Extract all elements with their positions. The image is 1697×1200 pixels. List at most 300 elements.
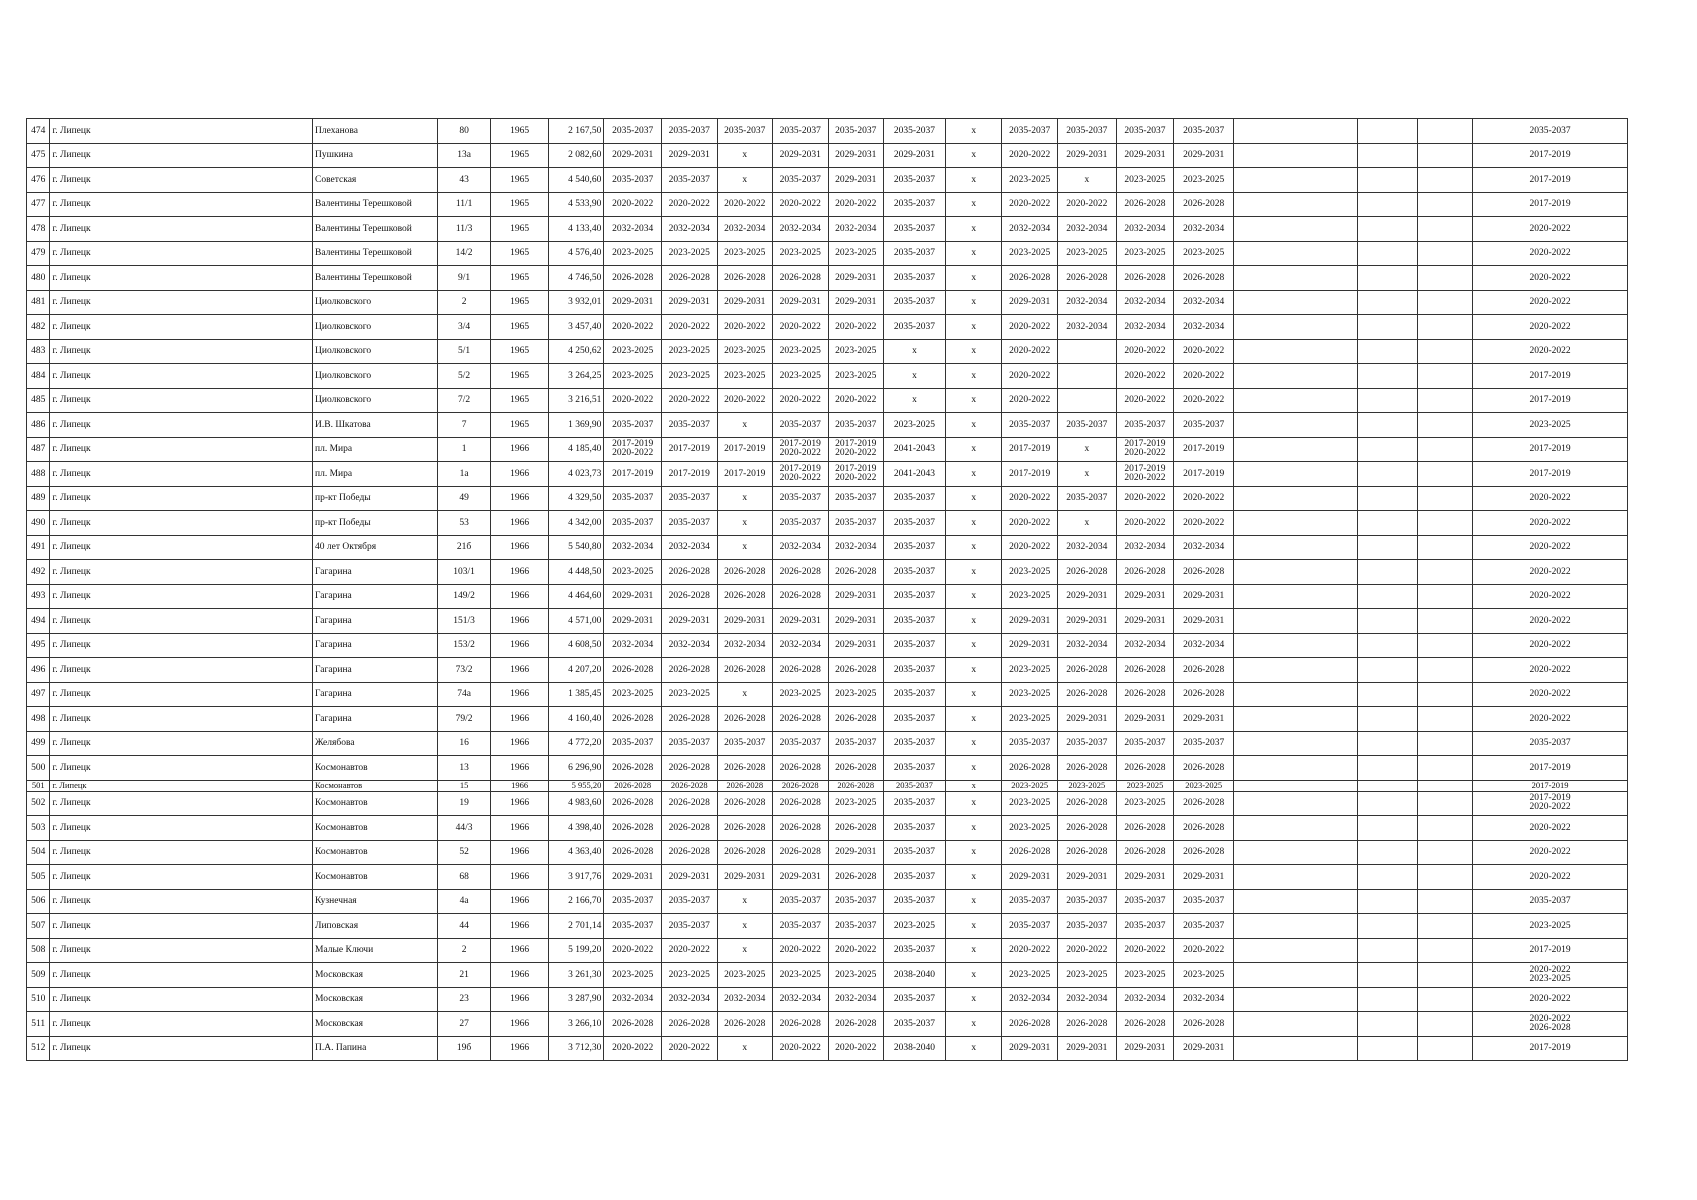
- period-6-cell: 2035-2037: [884, 633, 946, 658]
- area-cell: 4 576,40: [548, 241, 604, 266]
- period-8-cell: 2035-2037: [1002, 731, 1058, 756]
- street-cell: пр-кт Победы: [313, 511, 438, 536]
- period-6-cell: 2035-2037: [884, 192, 946, 217]
- period-14-cell: [1417, 388, 1473, 413]
- period-4-cell: 2023-2025: [773, 963, 829, 988]
- house-number-cell: 44: [437, 914, 490, 939]
- period-11-cell: 2023-2025: [1174, 241, 1234, 266]
- period-13-cell: [1357, 266, 1417, 291]
- period-13-cell: [1357, 168, 1417, 193]
- settlement-cell: г. Липецк: [50, 987, 313, 1012]
- period-1-cell: 2023-2025: [604, 241, 662, 266]
- period-10-cell: 2026-2028: [1116, 840, 1174, 865]
- street-cell: Циолковского: [313, 315, 438, 340]
- period-11-cell: 2032-2034: [1174, 217, 1234, 242]
- row-number-cell: 487: [27, 437, 50, 462]
- area-cell: 3 917,76: [548, 865, 604, 890]
- period-14-cell: [1417, 889, 1473, 914]
- area-cell: 1 385,45: [548, 682, 604, 707]
- period-9-cell: 2026-2028: [1057, 840, 1116, 865]
- row-number-cell: 509: [27, 963, 50, 988]
- period-6-cell: 2029-2031: [884, 143, 946, 168]
- period-2-cell: 2026-2028: [662, 584, 718, 609]
- period-13-cell: [1357, 1036, 1417, 1061]
- period-2-cell: 2032-2034: [662, 633, 718, 658]
- period-8-cell: 2020-2022: [1002, 938, 1058, 963]
- period-10-cell: 2029-2031: [1116, 1036, 1174, 1061]
- build-year-cell: 1965: [491, 413, 549, 438]
- settlement-cell: г. Липецк: [50, 339, 313, 364]
- table-row: [27, 315, 1628, 340]
- settlement-cell: г. Липецк: [50, 388, 313, 413]
- period-3-cell: 2029-2031: [717, 290, 773, 315]
- period-3-cell: 2029-2031: [717, 609, 773, 634]
- period-11-cell: 2026-2028: [1174, 192, 1234, 217]
- period-4-cell: 2032-2034: [773, 987, 829, 1012]
- period-last-cell: 2017-2019: [1473, 388, 1628, 413]
- period-last-cell: 2023-2025: [1473, 914, 1628, 939]
- period-9-cell: 2032-2034: [1057, 290, 1116, 315]
- period-9-cell: 2020-2022: [1057, 938, 1116, 963]
- row-number-cell: 480: [27, 266, 50, 291]
- period-4-cell: 2020-2022: [773, 192, 829, 217]
- period-13-cell: [1357, 388, 1417, 413]
- period-4-cell: 2023-2025: [773, 682, 829, 707]
- period-3-cell: 2020-2022: [717, 315, 773, 340]
- period-6-cell: 2041-2043: [884, 462, 946, 487]
- period-last-cell: 2020-2022: [1473, 987, 1628, 1012]
- period-9-cell: 2029-2031: [1057, 707, 1116, 732]
- row-number-cell: 501: [27, 780, 50, 791]
- period-7-cell: х: [945, 535, 1002, 560]
- period-14-cell: [1417, 462, 1473, 487]
- period-10-cell: 2017-2019 2020-2022: [1116, 437, 1174, 462]
- period-11-cell: 2032-2034: [1174, 987, 1234, 1012]
- period-5-cell: 2026-2028: [828, 707, 884, 732]
- area-cell: 3 712,30: [548, 1036, 604, 1061]
- row-number-cell: 494: [27, 609, 50, 634]
- period-7-cell: х: [945, 462, 1002, 487]
- period-7-cell: х: [945, 388, 1002, 413]
- table-row: [27, 437, 1628, 462]
- row-number-cell: 474: [27, 119, 50, 144]
- period-12-cell: [1234, 241, 1358, 266]
- table-row: [27, 938, 1628, 963]
- period-13-cell: [1357, 609, 1417, 634]
- table-row: [27, 731, 1628, 756]
- row-number-cell: 496: [27, 658, 50, 683]
- house-number-cell: 16: [437, 731, 490, 756]
- period-7-cell: х: [945, 168, 1002, 193]
- house-number-cell: 53: [437, 511, 490, 536]
- street-cell: Валентины Терешковой: [313, 217, 438, 242]
- area-cell: 4 533,90: [548, 192, 604, 217]
- period-6-cell: 2035-2037: [884, 889, 946, 914]
- period-12-cell: [1234, 840, 1358, 865]
- area-cell: 5 199,20: [548, 938, 604, 963]
- period-11-cell: 2035-2037: [1174, 119, 1234, 144]
- table-row: [27, 266, 1628, 291]
- period-14-cell: [1417, 914, 1473, 939]
- period-12-cell: [1234, 437, 1358, 462]
- period-12-cell: [1234, 889, 1358, 914]
- period-6-cell: 2038-2040: [884, 1036, 946, 1061]
- house-number-cell: 13а: [437, 143, 490, 168]
- period-2-cell: 2026-2028: [662, 756, 718, 781]
- period-11-cell: 2026-2028: [1174, 756, 1234, 781]
- period-6-cell: 2035-2037: [884, 731, 946, 756]
- period-3-cell: 2026-2028: [717, 756, 773, 781]
- period-last-cell: 2020-2022: [1473, 560, 1628, 585]
- period-14-cell: [1417, 192, 1473, 217]
- period-3-cell: 2026-2028: [717, 1012, 773, 1037]
- period-3-cell: 2026-2028: [717, 816, 773, 841]
- period-14-cell: [1417, 217, 1473, 242]
- period-last-cell: 2020-2022: [1473, 633, 1628, 658]
- period-11-cell: 2035-2037: [1174, 413, 1234, 438]
- street-cell: Московская: [313, 1012, 438, 1037]
- period-8-cell: 2023-2025: [1002, 791, 1058, 816]
- period-5-cell: 2023-2025: [828, 339, 884, 364]
- row-number-cell: 502: [27, 791, 50, 816]
- house-number-cell: 2: [437, 938, 490, 963]
- period-5-cell: 2035-2037: [828, 731, 884, 756]
- period-2-cell: 2026-2028: [662, 266, 718, 291]
- period-5-cell: 2026-2028: [828, 560, 884, 585]
- period-11-cell: 2029-2031: [1174, 143, 1234, 168]
- period-5-cell: 2032-2034: [828, 535, 884, 560]
- period-6-cell: 2035-2037: [884, 791, 946, 816]
- period-13-cell: [1357, 511, 1417, 536]
- period-1-cell: 2026-2028: [604, 1012, 662, 1037]
- house-number-cell: 15: [437, 780, 490, 791]
- period-10-cell: 2023-2025: [1116, 168, 1174, 193]
- period-9-cell: 2029-2031: [1057, 1036, 1116, 1061]
- build-year-cell: 1966: [491, 840, 549, 865]
- table-row: [27, 633, 1628, 658]
- settlement-cell: г. Липецк: [50, 633, 313, 658]
- period-7-cell: х: [945, 413, 1002, 438]
- build-year-cell: 1965: [491, 119, 549, 144]
- period-10-cell: 2035-2037: [1116, 119, 1174, 144]
- period-7-cell: х: [945, 816, 1002, 841]
- settlement-cell: г. Липецк: [50, 658, 313, 683]
- area-cell: 2 167,50: [548, 119, 604, 144]
- period-14-cell: [1417, 707, 1473, 732]
- build-year-cell: 1965: [491, 168, 549, 193]
- period-10-cell: 2023-2025: [1116, 241, 1174, 266]
- period-3-cell: 2026-2028: [717, 780, 773, 791]
- period-4-cell: 2020-2022: [773, 938, 829, 963]
- table-row: [27, 388, 1628, 413]
- settlement-cell: г. Липецк: [50, 192, 313, 217]
- period-1-cell: 2017-2019: [604, 462, 662, 487]
- period-12-cell: [1234, 315, 1358, 340]
- period-7-cell: х: [945, 780, 1002, 791]
- period-11-cell: 2026-2028: [1174, 840, 1234, 865]
- period-10-cell: 2023-2025: [1116, 791, 1174, 816]
- settlement-cell: г. Липецк: [50, 364, 313, 389]
- build-year-cell: 1966: [491, 791, 549, 816]
- period-14-cell: [1417, 938, 1473, 963]
- period-10-cell: 2020-2022: [1116, 938, 1174, 963]
- period-2-cell: 2023-2025: [662, 963, 718, 988]
- period-5-cell: 2026-2028: [828, 756, 884, 781]
- settlement-cell: г. Липецк: [50, 511, 313, 536]
- street-cell: Космонавтов: [313, 865, 438, 890]
- period-last-cell: 2017-2019: [1473, 780, 1628, 791]
- build-year-cell: 1966: [491, 609, 549, 634]
- street-cell: Московская: [313, 987, 438, 1012]
- period-1-cell: 2026-2028: [604, 756, 662, 781]
- period-12-cell: [1234, 914, 1358, 939]
- house-number-cell: 49: [437, 486, 490, 511]
- street-cell: Циолковского: [313, 339, 438, 364]
- area-cell: 4 250,62: [548, 339, 604, 364]
- area-cell: 2 701,14: [548, 914, 604, 939]
- table-row: [27, 413, 1628, 438]
- period-11-cell: 2032-2034: [1174, 290, 1234, 315]
- street-cell: Космонавтов: [313, 756, 438, 781]
- period-4-cell: 2029-2031: [773, 143, 829, 168]
- area-cell: 3 216,51: [548, 388, 604, 413]
- period-9-cell: 2026-2028: [1057, 816, 1116, 841]
- period-11-cell: 2026-2028: [1174, 658, 1234, 683]
- period-10-cell: 2032-2034: [1116, 217, 1174, 242]
- period-last-cell: 2017-2019: [1473, 364, 1628, 389]
- period-1-cell: 2032-2034: [604, 217, 662, 242]
- settlement-cell: г. Липецк: [50, 413, 313, 438]
- period-14-cell: [1417, 560, 1473, 585]
- table-row: [27, 143, 1628, 168]
- period-2-cell: 2029-2031: [662, 290, 718, 315]
- period-9-cell: 2020-2022: [1057, 192, 1116, 217]
- build-year-cell: 1966: [491, 816, 549, 841]
- house-number-cell: 43: [437, 168, 490, 193]
- period-4-cell: 2026-2028: [773, 707, 829, 732]
- period-12-cell: [1234, 987, 1358, 1012]
- period-4-cell: 2017-2019 2020-2022: [773, 437, 829, 462]
- area-cell: 4 398,40: [548, 816, 604, 841]
- settlement-cell: г. Липецк: [50, 816, 313, 841]
- period-7-cell: х: [945, 609, 1002, 634]
- area-cell: 5 955,20: [548, 780, 604, 791]
- area-cell: 4 329,50: [548, 486, 604, 511]
- settlement-cell: г. Липецк: [50, 584, 313, 609]
- period-13-cell: [1357, 241, 1417, 266]
- period-7-cell: х: [945, 938, 1002, 963]
- period-4-cell: 2026-2028: [773, 780, 829, 791]
- period-10-cell: 2026-2028: [1116, 756, 1174, 781]
- period-4-cell: 2035-2037: [773, 889, 829, 914]
- period-4-cell: 2026-2028: [773, 658, 829, 683]
- period-7-cell: х: [945, 987, 1002, 1012]
- period-8-cell: 2023-2025: [1002, 707, 1058, 732]
- period-1-cell: 2023-2025: [604, 682, 662, 707]
- period-7-cell: х: [945, 192, 1002, 217]
- house-number-cell: 73/2: [437, 658, 490, 683]
- period-5-cell: 2023-2025: [828, 963, 884, 988]
- settlement-cell: г. Липецк: [50, 1036, 313, 1061]
- period-12-cell: [1234, 756, 1358, 781]
- period-10-cell: 2020-2022: [1116, 511, 1174, 536]
- table-row: [27, 1036, 1628, 1061]
- period-12-cell: [1234, 339, 1358, 364]
- period-14-cell: [1417, 437, 1473, 462]
- row-number-cell: 499: [27, 731, 50, 756]
- house-number-cell: 21: [437, 963, 490, 988]
- period-5-cell: 2029-2031: [828, 633, 884, 658]
- period-11-cell: 2020-2022: [1174, 388, 1234, 413]
- period-10-cell: 2020-2022: [1116, 364, 1174, 389]
- period-13-cell: [1357, 535, 1417, 560]
- period-4-cell: 2035-2037: [773, 119, 829, 144]
- period-8-cell: 2020-2022: [1002, 364, 1058, 389]
- period-11-cell: 2029-2031: [1174, 584, 1234, 609]
- period-3-cell: 2026-2028: [717, 840, 773, 865]
- period-6-cell: 2035-2037: [884, 707, 946, 732]
- period-4-cell: 2029-2031: [773, 290, 829, 315]
- area-cell: 4 342,00: [548, 511, 604, 536]
- period-2-cell: 2020-2022: [662, 315, 718, 340]
- period-8-cell: 2020-2022: [1002, 511, 1058, 536]
- period-14-cell: [1417, 168, 1473, 193]
- period-12-cell: [1234, 963, 1358, 988]
- period-5-cell: 2032-2034: [828, 987, 884, 1012]
- period-12-cell: [1234, 535, 1358, 560]
- period-12-cell: [1234, 584, 1358, 609]
- period-5-cell: 2035-2037: [828, 413, 884, 438]
- period-5-cell: 2020-2022: [828, 938, 884, 963]
- period-1-cell: 2035-2037: [604, 511, 662, 536]
- period-12-cell: [1234, 462, 1358, 487]
- period-2-cell: 2023-2025: [662, 339, 718, 364]
- period-5-cell: 2026-2028: [828, 658, 884, 683]
- period-12-cell: [1234, 780, 1358, 791]
- period-9-cell: 2035-2037: [1057, 889, 1116, 914]
- period-5-cell: 2029-2031: [828, 143, 884, 168]
- period-1-cell: 2029-2031: [604, 290, 662, 315]
- area-cell: 5 540,80: [548, 535, 604, 560]
- settlement-cell: г. Липецк: [50, 143, 313, 168]
- period-12-cell: [1234, 413, 1358, 438]
- period-14-cell: [1417, 1036, 1473, 1061]
- period-9-cell: 2035-2037: [1057, 413, 1116, 438]
- house-number-cell: 21б: [437, 535, 490, 560]
- house-number-cell: 74а: [437, 682, 490, 707]
- period-8-cell: 2023-2025: [1002, 682, 1058, 707]
- row-number-cell: 510: [27, 987, 50, 1012]
- period-2-cell: 2035-2037: [662, 168, 718, 193]
- table-row: [27, 511, 1628, 536]
- period-10-cell: 2029-2031: [1116, 143, 1174, 168]
- period-8-cell: 2020-2022: [1002, 339, 1058, 364]
- period-10-cell: 2026-2028: [1116, 192, 1174, 217]
- period-8-cell: 2026-2028: [1002, 266, 1058, 291]
- housing-repair-schedule-table: [26, 118, 1628, 1061]
- build-year-cell: 1966: [491, 780, 549, 791]
- period-8-cell: 2029-2031: [1002, 1036, 1058, 1061]
- settlement-cell: г. Липецк: [50, 241, 313, 266]
- period-6-cell: 2035-2037: [884, 816, 946, 841]
- street-cell: Гагарина: [313, 560, 438, 585]
- period-1-cell: 2032-2034: [604, 987, 662, 1012]
- settlement-cell: г. Липецк: [50, 486, 313, 511]
- table-row: [27, 290, 1628, 315]
- period-2-cell: 2020-2022: [662, 1036, 718, 1061]
- period-14-cell: [1417, 633, 1473, 658]
- settlement-cell: г. Липецк: [50, 462, 313, 487]
- period-4-cell: 2026-2028: [773, 816, 829, 841]
- row-number-cell: 478: [27, 217, 50, 242]
- build-year-cell: 1965: [491, 217, 549, 242]
- build-year-cell: 1965: [491, 364, 549, 389]
- period-10-cell: 2032-2034: [1116, 315, 1174, 340]
- period-8-cell: 2035-2037: [1002, 889, 1058, 914]
- period-6-cell: 2035-2037: [884, 511, 946, 536]
- period-9-cell: х: [1057, 462, 1116, 487]
- period-2-cell: 2026-2028: [662, 707, 718, 732]
- period-12-cell: [1234, 192, 1358, 217]
- period-12-cell: [1234, 119, 1358, 144]
- period-3-cell: х: [717, 168, 773, 193]
- period-13-cell: [1357, 290, 1417, 315]
- period-1-cell: 2026-2028: [604, 816, 662, 841]
- period-1-cell: 2020-2022: [604, 1036, 662, 1061]
- period-6-cell: х: [884, 388, 946, 413]
- period-last-cell: 2020-2022: [1473, 816, 1628, 841]
- build-year-cell: 1966: [491, 889, 549, 914]
- period-last-cell: 2020-2022: [1473, 339, 1628, 364]
- settlement-cell: г. Липецк: [50, 682, 313, 707]
- period-9-cell: [1057, 339, 1116, 364]
- period-4-cell: 2020-2022: [773, 1036, 829, 1061]
- period-4-cell: 2026-2028: [773, 266, 829, 291]
- period-last-cell: 2020-2022: [1473, 682, 1628, 707]
- period-6-cell: 2035-2037: [884, 609, 946, 634]
- period-7-cell: х: [945, 731, 1002, 756]
- period-2-cell: 2035-2037: [662, 889, 718, 914]
- table-row: [27, 609, 1628, 634]
- period-2-cell: 2035-2037: [662, 511, 718, 536]
- table-row: [27, 462, 1628, 487]
- period-13-cell: [1357, 339, 1417, 364]
- build-year-cell: 1966: [491, 707, 549, 732]
- period-7-cell: х: [945, 584, 1002, 609]
- period-1-cell: 2020-2022: [604, 192, 662, 217]
- period-last-cell: 2020-2022: [1473, 241, 1628, 266]
- period-8-cell: 2023-2025: [1002, 241, 1058, 266]
- period-8-cell: 2020-2022: [1002, 388, 1058, 413]
- period-14-cell: [1417, 511, 1473, 536]
- period-10-cell: 2020-2022: [1116, 388, 1174, 413]
- period-6-cell: 2023-2025: [884, 413, 946, 438]
- period-11-cell: 2020-2022: [1174, 938, 1234, 963]
- period-2-cell: 2035-2037: [662, 486, 718, 511]
- period-14-cell: [1417, 266, 1473, 291]
- period-2-cell: 2026-2028: [662, 658, 718, 683]
- period-7-cell: х: [945, 437, 1002, 462]
- period-13-cell: [1357, 192, 1417, 217]
- period-13-cell: [1357, 584, 1417, 609]
- build-year-cell: 1966: [491, 756, 549, 781]
- area-cell: 3 932,01: [548, 290, 604, 315]
- street-cell: Московская: [313, 963, 438, 988]
- period-2-cell: 2026-2028: [662, 560, 718, 585]
- period-3-cell: х: [717, 535, 773, 560]
- period-2-cell: 2029-2031: [662, 865, 718, 890]
- street-cell: Плеханова: [313, 119, 438, 144]
